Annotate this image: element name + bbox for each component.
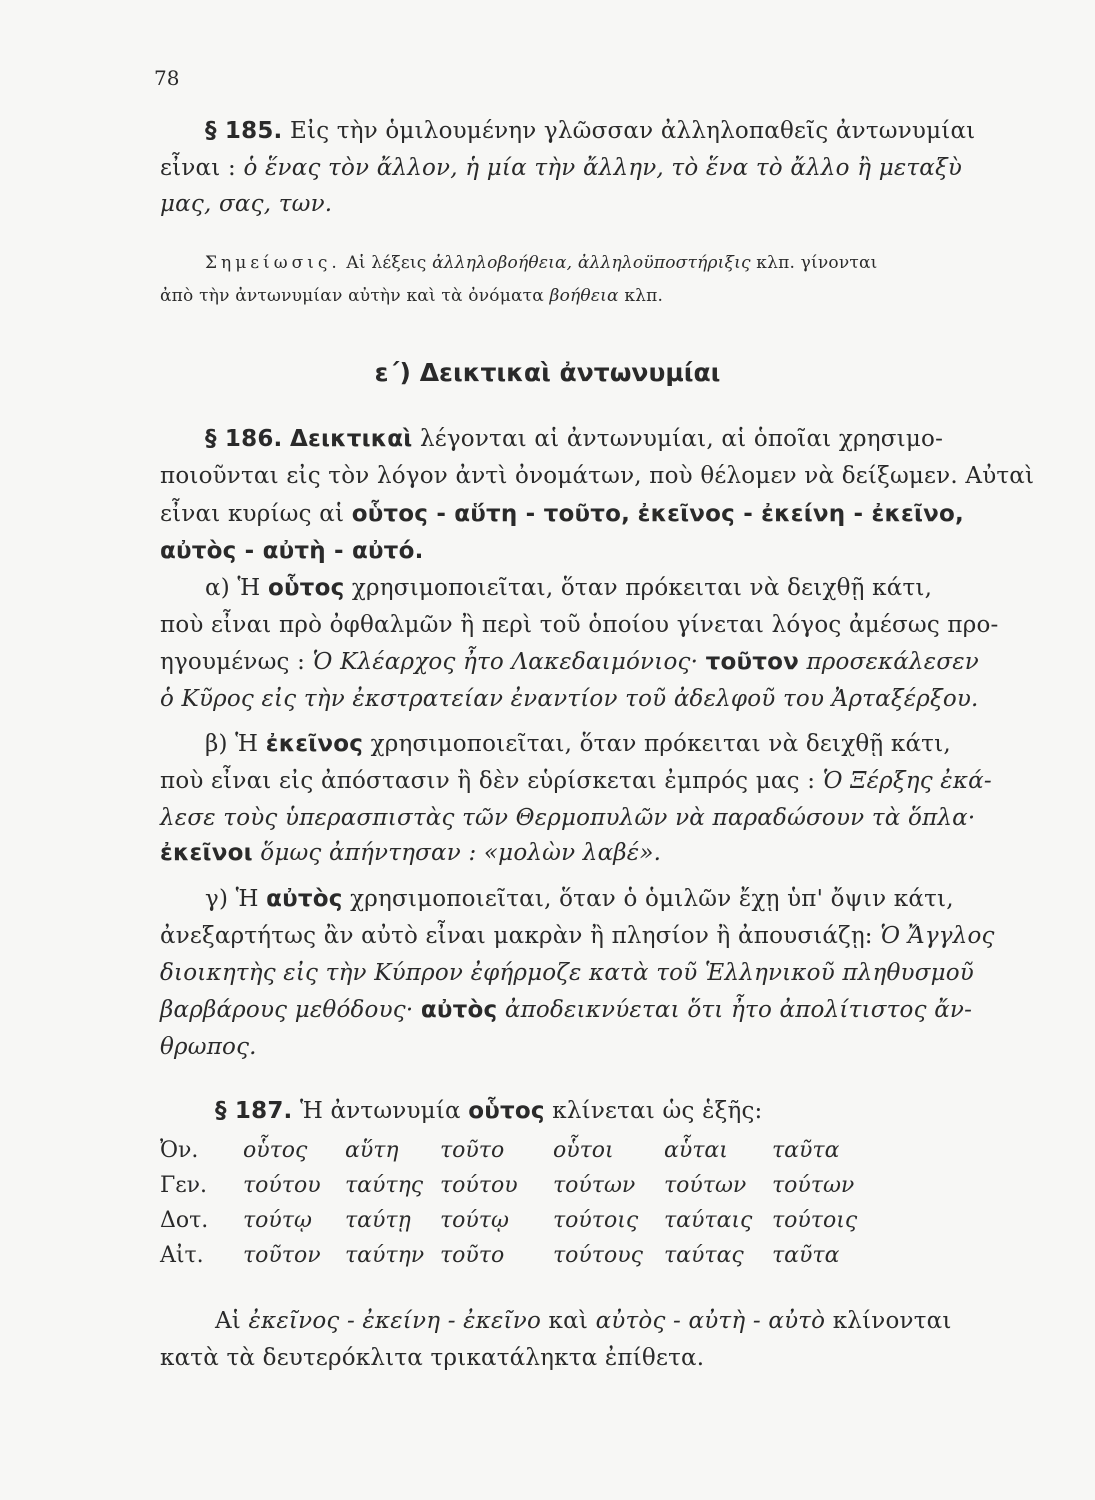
para-gamma-text-2: ἀνεξαρτήτως ἂν αὐτὸ εἶναι μακρὰν ἢ πλησίον ἢ ἀπουσιάζῃ: bbox=[160, 923, 873, 949]
section-186-line-2: ποιοῦνται εἰς τὸν λόγον ἀντὶ ὀνομάτων, ποὺ θέλομεν νὰ δείξωμεν. Αὐταὶ bbox=[160, 463, 1035, 489]
declension-form: ταῦτα bbox=[772, 1138, 840, 1163]
para-gamma-line-1 bbox=[205, 888, 954, 911]
para-alpha-example-term: τοῦτον bbox=[705, 649, 799, 675]
para-beta-example-1: Ὁ Ξέρξης ἐκά- bbox=[822, 768, 992, 794]
section-heading: ε΄) Δεικτικαὶ ἀντωνυμίαι bbox=[374, 358, 721, 387]
note-text-2b: βοήθεια bbox=[549, 286, 619, 306]
declension-form: τούτοις bbox=[553, 1208, 639, 1233]
note-line-1 bbox=[205, 255, 878, 272]
section-185-number: § 185. bbox=[205, 118, 283, 144]
para-gamma-line-2 bbox=[160, 925, 995, 948]
declension-form: τούτοις bbox=[772, 1208, 858, 1233]
para-gamma-line-3: διοικητὴς εἰς τὴν Κύπρον ἐφήρμοζε κατὰ τοῦ Ἑλληνικοῦ πληθυσμοῦ bbox=[160, 960, 974, 986]
declension-form: ταύτας bbox=[664, 1243, 744, 1268]
para-gamma-line-4 bbox=[160, 999, 972, 1022]
declension-form: τούτους bbox=[553, 1243, 643, 1268]
para-gamma-example-3: ἀποδεικνύεται ὅτι ἦτο ἀπολίτιστος ἄν- bbox=[504, 997, 973, 1023]
closing-line-2: κατὰ τὰ δευτερόκλιτα τρικατάληκτα ἐπίθετα. bbox=[160, 1345, 705, 1371]
para-beta-example-term: ἐκεῖνοι bbox=[160, 840, 253, 866]
closing-line-1 bbox=[215, 1310, 952, 1333]
para-alpha-term: οὗτος bbox=[267, 575, 345, 601]
section-186-forms-autos: αὐτὸς - αὐτὴ - αὐτό. bbox=[160, 538, 424, 564]
declension-form: τοῦτον bbox=[243, 1243, 321, 1268]
para-gamma-example-1: Ὁ Ἄγγλος bbox=[880, 923, 995, 949]
note-text-1a: Αἱ λέξεις bbox=[346, 253, 427, 273]
declension-case-label: Αἰτ. bbox=[160, 1243, 204, 1268]
section-185-line-3: μας, σας, των. bbox=[160, 191, 333, 217]
para-gamma-text-1: χρησιμοποιεῖται, ὅταν ὁ ὁμιλῶν ἔχῃ ὑπ' ὄψιν κάτι, bbox=[350, 886, 954, 912]
declension-form: ταῦτα bbox=[772, 1243, 840, 1268]
para-alpha-line-4: ὁ Κῦρος εἰς τὴν ἐκστρατείαν ἐναντίον τοῦ ἀδελφοῦ του Ἀρταξέρξου. bbox=[160, 686, 979, 712]
section-186-text-3a: εἶναι κυρίως αἱ bbox=[160, 501, 345, 527]
section-187-line bbox=[215, 1100, 763, 1123]
para-beta-text-2: ποὺ εἶναι εἰς ἀπόστασιν ἢ δὲν εὑρίσκεται ἐμπρός μας : bbox=[160, 768, 816, 794]
declension-form: ταύτης bbox=[345, 1173, 424, 1198]
closing-text-e: κλίνονται bbox=[832, 1308, 952, 1334]
declension-form: τούτου bbox=[440, 1173, 518, 1198]
para-alpha-example-1: Ὁ Κλέαρχος ἦτο Λακεδαιμόνιος· bbox=[312, 649, 699, 675]
para-beta-line-2 bbox=[160, 770, 992, 793]
para-alpha-label: α) Ἡ bbox=[205, 575, 261, 601]
para-alpha-line-2: ποὺ εἶναι πρὸ ὀφθαλμῶν ἢ περὶ τοῦ ὁποίου γίνεται λόγος ἀμέσως προ- bbox=[160, 612, 999, 638]
section-185-example: ὁ ἕνας τὸν ἄλλον, ἡ μία τὴν ἄλλην, τὸ ἕνα τὸ ἄλλο ἢ μεταξὺ bbox=[243, 155, 963, 181]
para-alpha-line-1 bbox=[205, 577, 932, 600]
section-185-line-2 bbox=[160, 157, 962, 180]
declension-form: αὕτη bbox=[345, 1138, 399, 1163]
note-text-1b: ἀλληλοβοήθεια, ἀλληλοϋποστήριξις bbox=[432, 253, 751, 273]
note-text-2c: κλπ. bbox=[624, 286, 664, 306]
note-line-2 bbox=[160, 288, 663, 305]
section-186-forms-outos: οὗτος - αὕτη - τοῦτο, bbox=[351, 501, 631, 527]
note-text-1c: κλπ. γίνονται bbox=[756, 253, 878, 273]
section-187-text-a: Ἡ ἀντωνυμία bbox=[299, 1098, 461, 1124]
section-186-line-1 bbox=[205, 428, 943, 451]
section-186-term: Δεικτικαὶ bbox=[289, 426, 413, 452]
declension-form: τοῦτο bbox=[440, 1138, 505, 1163]
declension-case-label: Δοτ. bbox=[160, 1208, 209, 1233]
para-gamma-label: γ) Ἡ bbox=[205, 886, 259, 912]
para-alpha-example-2: προσεκάλεσεν bbox=[806, 649, 979, 675]
section-185-text-2a: εἶναι : bbox=[160, 155, 236, 181]
declension-form: τούτῳ bbox=[440, 1208, 509, 1233]
note-label: Σημείωσις. bbox=[205, 253, 341, 273]
para-gamma-example-2: βαρβάρους μεθόδους· bbox=[160, 997, 414, 1023]
para-gamma-line-5: θρωπος. bbox=[160, 1034, 257, 1060]
closing-text-a: Αἱ bbox=[215, 1308, 242, 1334]
section-187-number: § 187. bbox=[215, 1098, 293, 1124]
declension-case-label: Γεν. bbox=[160, 1173, 208, 1198]
declension-form: οὗτοι bbox=[553, 1138, 614, 1163]
section-187-text-c: κλίνεται ὡς ἑξῆς: bbox=[552, 1098, 763, 1124]
para-alpha-text-1: χρησιμοποιεῖται, ὅταν πρόκειται νὰ δειχθῇ κάτι, bbox=[351, 575, 933, 601]
section-185-line-1 bbox=[205, 120, 975, 143]
para-alpha-line-3 bbox=[160, 651, 979, 674]
declension-form: ταύταις bbox=[664, 1208, 753, 1233]
para-beta-line-4 bbox=[160, 842, 661, 865]
declension-form: ταύτῃ bbox=[345, 1208, 411, 1233]
section-186-text-1: λέγονται αἱ ἀντωνυμίαι, αἱ ὁποῖαι χρησιμο- bbox=[419, 426, 944, 452]
note-text-2a: ἀπὸ τὴν ἀντωνυμίαν αὐτὴν καὶ τὰ ὀνόματα bbox=[160, 286, 544, 306]
para-beta-term: ἐκεῖνος bbox=[265, 731, 364, 757]
declension-form: τούτων bbox=[772, 1173, 855, 1198]
declension-form: τούτων bbox=[553, 1173, 636, 1198]
para-gamma-term: αὐτὸς bbox=[266, 886, 343, 912]
declension-form: τούτῳ bbox=[243, 1208, 312, 1233]
para-beta-line-3: λεσε τοὺς ὑπερασπιστὰς τῶν Θερμοπυλῶν νὰ παραδώσουν τὰ ὅπλα· bbox=[160, 805, 976, 831]
page-number: 78 bbox=[154, 66, 180, 90]
declension-form: τούτων bbox=[664, 1173, 747, 1198]
declension-form: τοῦτο bbox=[440, 1243, 505, 1268]
declension-form: ταύτην bbox=[345, 1243, 425, 1268]
declension-form: τούτου bbox=[243, 1173, 321, 1198]
declension-form: οὗτος bbox=[243, 1138, 308, 1163]
para-beta-example-2: ὅμως ἀπήντησαν : «μολὼν λαβέ». bbox=[260, 840, 662, 866]
closing-forms-ekeinos: ἐκεῖνος - ἐκείνη - ἐκεῖνο bbox=[248, 1308, 541, 1334]
declension-case-label: Ὀν. bbox=[160, 1138, 199, 1163]
declension-form: αὗται bbox=[664, 1138, 728, 1163]
closing-text-c: καὶ bbox=[548, 1308, 589, 1334]
section-185-text: Εἰς τὴν ὁμιλουμένην γλῶσσαν ἀλληλοπαθεῖς ἀντωνυμίαι bbox=[289, 118, 976, 144]
para-gamma-example-term: αὐτὸς bbox=[420, 997, 498, 1023]
para-beta-line-1 bbox=[205, 733, 951, 756]
section-187-term: οὗτος bbox=[468, 1098, 545, 1124]
para-beta-text-1: χρησιμοποιεῖται, ὅταν πρόκειται νὰ δειχθῇ κάτι, bbox=[370, 731, 951, 757]
section-186-line-3 bbox=[160, 503, 964, 526]
section-186-number: § 186. bbox=[205, 426, 283, 452]
para-alpha-text-3a: ηγουμένως : bbox=[160, 649, 306, 675]
para-beta-label: β) Ἡ bbox=[205, 731, 259, 757]
section-186-forms-ekeinos: ἐκεῖνος - ἐκείνη - ἐκεῖνο, bbox=[637, 501, 964, 527]
closing-forms-autos: αὐτὸς - αὐτὴ - αὐτὸ bbox=[595, 1308, 826, 1334]
